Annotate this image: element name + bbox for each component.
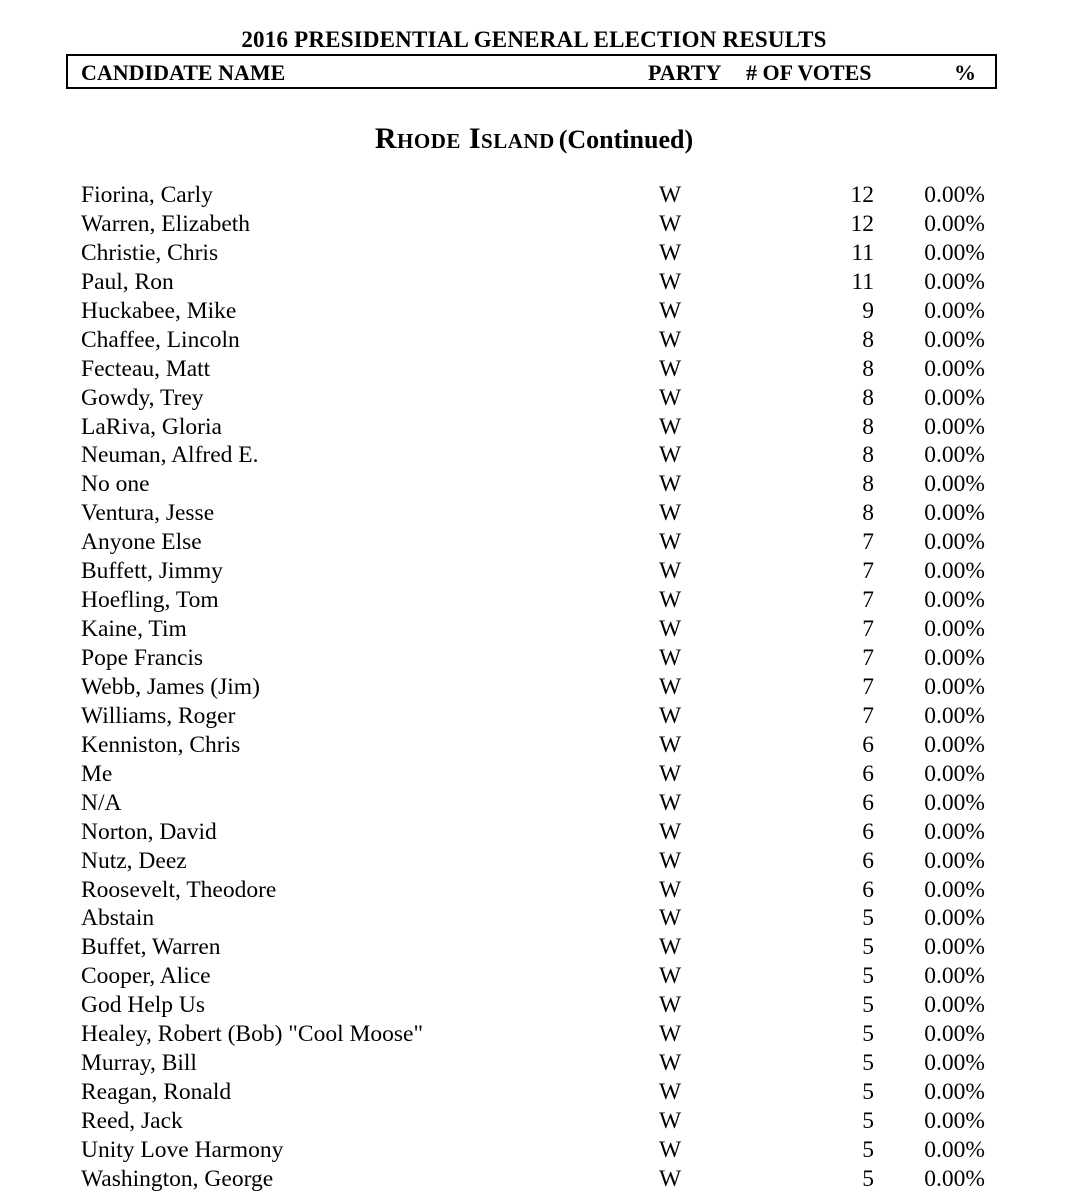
table-row <box>0 586 1068 615</box>
table-row <box>0 499 1068 528</box>
votes-cell: 6 <box>862 731 874 758</box>
table-row <box>0 904 1068 933</box>
votes-cell: 5 <box>862 1079 874 1106</box>
party-cell: W <box>659 673 682 700</box>
percent-cell: 0.00% <box>924 1165 985 1192</box>
table-row <box>0 1165 1068 1194</box>
votes-cell: 8 <box>862 471 874 498</box>
candidate-name-cell: Huckabee, Mike <box>81 297 237 324</box>
candidate-name-cell: God Help Us <box>81 992 206 1019</box>
candidate-name-cell: Paul, Ron <box>81 268 174 295</box>
party-cell: W <box>659 963 682 990</box>
table-row <box>0 991 1068 1020</box>
party-cell: W <box>659 702 682 729</box>
party-cell: W <box>659 239 682 266</box>
percent-cell: 0.00% <box>924 384 985 411</box>
table-row <box>0 673 1068 702</box>
votes-cell: 6 <box>862 847 874 874</box>
table-row <box>0 326 1068 355</box>
table-row <box>0 876 1068 905</box>
votes-cell: 7 <box>862 673 874 700</box>
table-row <box>0 413 1068 442</box>
party-cell: W <box>659 1021 682 1048</box>
candidate-name-cell: Webb, James (Jim) <box>81 673 260 700</box>
percent-cell: 0.00% <box>924 616 985 643</box>
candidate-name-cell: Fecteau, Matt <box>81 355 211 382</box>
table-row <box>0 384 1068 413</box>
party-cell: W <box>659 760 682 787</box>
table-row <box>0 557 1068 586</box>
state-name: Rhode Island <box>374 122 555 155</box>
votes-cell: 8 <box>862 384 874 411</box>
votes-cell: 7 <box>862 702 874 729</box>
candidate-name-cell: Pope Francis <box>81 645 204 671</box>
votes-cell: 11 <box>851 239 874 266</box>
party-cell: W <box>659 992 682 1019</box>
candidate-name-cell: Chaffee, Lincoln <box>81 326 240 353</box>
candidate-name-cell: Christie, Chris <box>81 239 219 266</box>
candidate-name-cell: Kenniston, Chris <box>81 731 241 758</box>
percent-cell: 0.00% <box>924 1136 985 1163</box>
candidate-name-cell: Roosevelt, Theodore <box>81 876 277 903</box>
party-cell: W <box>659 616 682 643</box>
votes-cell: 8 <box>862 355 874 382</box>
candidate-name-cell: Reed, Jack <box>81 1108 183 1134</box>
percent-cell: 0.00% <box>924 789 985 816</box>
votes-cell: 7 <box>862 616 874 643</box>
percent-cell: 0.00% <box>924 905 985 932</box>
percent-cell: 0.00% <box>924 992 985 1019</box>
candidate-name-cell: Buffett, Jimmy <box>81 558 223 585</box>
percent-cell: 0.00% <box>924 413 985 440</box>
percent-cell: 0.00% <box>924 558 985 585</box>
table-row <box>0 1078 1068 1107</box>
party-cell: W <box>659 558 682 585</box>
percent-cell: 0.00% <box>924 268 985 295</box>
table-row <box>0 933 1068 962</box>
percent-cell: 0.00% <box>924 702 985 729</box>
candidate-name-cell: Fiorina, Carly <box>81 182 213 208</box>
party-cell: W <box>659 1165 682 1192</box>
party-cell: W <box>659 876 682 903</box>
table-row <box>0 355 1068 384</box>
party-cell: W <box>659 645 682 671</box>
percent-cell: 0.00% <box>924 471 985 498</box>
percent-cell: 0.00% <box>924 1108 985 1134</box>
table-row <box>0 644 1068 673</box>
votes-cell: 5 <box>862 934 874 961</box>
percent-cell: 0.00% <box>924 760 985 787</box>
candidate-name-cell: Cooper, Alice <box>81 963 211 990</box>
table-row <box>0 615 1068 644</box>
state-heading <box>0 122 1068 156</box>
candidate-name-cell: Anyone Else <box>81 529 202 556</box>
table-row <box>0 470 1068 499</box>
document-title: 2016 PRESIDENTIAL GENERAL ELECTION RESULTS <box>241 27 827 52</box>
candidate-name-cell: Washington, George <box>81 1165 274 1192</box>
table-row <box>0 1107 1068 1136</box>
percent-cell: 0.00% <box>924 326 985 353</box>
votes-cell: 5 <box>862 992 874 1019</box>
party-cell: W <box>659 789 682 816</box>
percent-cell: 0.00% <box>924 210 985 237</box>
table-row <box>0 962 1068 991</box>
votes-cell: 7 <box>862 645 874 671</box>
percent-cell: 0.00% <box>924 529 985 556</box>
table-row <box>0 297 1068 326</box>
header-candidate-name: CANDIDATE NAME <box>81 60 286 85</box>
candidate-name-cell: Abstain <box>81 905 155 932</box>
votes-cell: 5 <box>862 1165 874 1192</box>
party-cell: W <box>659 818 682 845</box>
votes-cell: 5 <box>862 1136 874 1163</box>
header-party: PARTY <box>648 60 722 85</box>
candidate-name-cell: Neuman, Alfred E. <box>81 442 259 469</box>
party-cell: W <box>659 905 682 932</box>
table-row <box>0 1049 1068 1078</box>
percent-cell: 0.00% <box>924 1021 985 1048</box>
state-continued-note: (Continued) <box>558 125 694 154</box>
party-cell: W <box>659 413 682 440</box>
table-row <box>0 1020 1068 1049</box>
party-cell: W <box>659 442 682 469</box>
votes-cell: 6 <box>862 818 874 845</box>
candidate-name-cell: Buffet, Warren <box>81 934 221 961</box>
candidate-name-cell: Nutz, Deez <box>81 847 187 874</box>
votes-cell: 11 <box>851 268 874 295</box>
votes-cell: 6 <box>862 760 874 787</box>
table-row <box>0 210 1068 239</box>
table-row <box>0 441 1068 470</box>
percent-cell: 0.00% <box>924 731 985 758</box>
table-row <box>0 818 1068 847</box>
percent-cell: 0.00% <box>924 876 985 903</box>
candidate-name-cell: N/A <box>81 789 122 816</box>
percent-cell: 0.00% <box>924 442 985 469</box>
votes-cell: 8 <box>862 500 874 527</box>
party-cell: W <box>659 587 682 614</box>
votes-cell: 6 <box>862 789 874 816</box>
party-cell: W <box>659 210 682 237</box>
candidate-name-cell: No one <box>81 471 150 498</box>
percent-cell: 0.00% <box>924 645 985 671</box>
percent-cell: 0.00% <box>924 847 985 874</box>
party-cell: W <box>659 384 682 411</box>
percent-cell: 0.00% <box>924 500 985 527</box>
candidate-name-cell: Reagan, Ronald <box>81 1079 232 1106</box>
percent-cell: 0.00% <box>924 1079 985 1106</box>
votes-cell: 12 <box>850 210 874 237</box>
party-cell: W <box>659 1136 682 1163</box>
votes-cell: 8 <box>862 442 874 469</box>
party-cell: W <box>659 297 682 324</box>
column-header-bar <box>66 54 997 89</box>
header-percent: % <box>954 60 976 85</box>
candidate-name-cell: LaRiva, Gloria <box>81 413 222 440</box>
percent-cell: 0.00% <box>924 297 985 324</box>
results-table <box>0 181 1068 1194</box>
candidate-name-cell: Norton, David <box>81 818 217 845</box>
candidate-name-cell: Healey, Robert (Bob) "Cool Moose" <box>81 1021 424 1048</box>
votes-cell: 7 <box>862 529 874 556</box>
party-cell: W <box>659 268 682 295</box>
table-row <box>0 1136 1068 1165</box>
table-row <box>0 847 1068 876</box>
table-row <box>0 731 1068 760</box>
votes-cell: 9 <box>862 297 874 324</box>
candidate-name-cell: Ventura, Jesse <box>81 500 215 527</box>
candidate-name-cell: Warren, Elizabeth <box>81 210 251 237</box>
votes-cell: 5 <box>862 1021 874 1048</box>
party-cell: W <box>659 1108 682 1134</box>
percent-cell: 0.00% <box>924 1050 985 1077</box>
percent-cell: 0.00% <box>924 963 985 990</box>
votes-cell: 7 <box>862 587 874 614</box>
votes-cell: 12 <box>850 182 874 208</box>
table-row <box>0 528 1068 557</box>
party-cell: W <box>659 847 682 874</box>
party-cell: W <box>659 500 682 527</box>
votes-cell: 5 <box>862 1050 874 1077</box>
party-cell: W <box>659 1079 682 1106</box>
party-cell: W <box>659 1050 682 1077</box>
party-cell: W <box>659 182 682 208</box>
party-cell: W <box>659 326 682 353</box>
percent-cell: 0.00% <box>924 673 985 700</box>
table-row <box>0 239 1068 268</box>
votes-cell: 7 <box>862 558 874 585</box>
votes-cell: 5 <box>862 1108 874 1134</box>
candidate-name-cell: Hoefling, Tom <box>81 587 219 614</box>
votes-cell: 6 <box>862 876 874 903</box>
percent-cell: 0.00% <box>924 818 985 845</box>
candidate-name-cell: Gowdy, Trey <box>81 384 204 411</box>
party-cell: W <box>659 529 682 556</box>
header-votes: # OF VOTES <box>746 60 872 85</box>
table-row <box>0 702 1068 731</box>
party-cell: W <box>659 934 682 961</box>
table-row <box>0 181 1068 210</box>
percent-cell: 0.00% <box>924 934 985 961</box>
percent-cell: 0.00% <box>924 355 985 382</box>
votes-cell: 5 <box>862 963 874 990</box>
party-cell: W <box>659 355 682 382</box>
table-row <box>0 268 1068 297</box>
percent-cell: 0.00% <box>924 182 985 208</box>
table-row <box>0 789 1068 818</box>
votes-cell: 8 <box>862 326 874 353</box>
percent-cell: 0.00% <box>924 587 985 614</box>
percent-cell: 0.00% <box>924 239 985 266</box>
candidate-name-cell: Me <box>81 760 113 787</box>
party-cell: W <box>659 471 682 498</box>
votes-cell: 8 <box>862 413 874 440</box>
table-row <box>0 760 1068 789</box>
candidate-name-cell: Unity Love Harmony <box>81 1136 284 1163</box>
candidate-name-cell: Williams, Roger <box>81 702 236 729</box>
candidate-name-cell: Kaine, Tim <box>81 616 187 643</box>
votes-cell: 5 <box>862 905 874 932</box>
party-cell: W <box>659 731 682 758</box>
candidate-name-cell: Murray, Bill <box>81 1050 197 1077</box>
